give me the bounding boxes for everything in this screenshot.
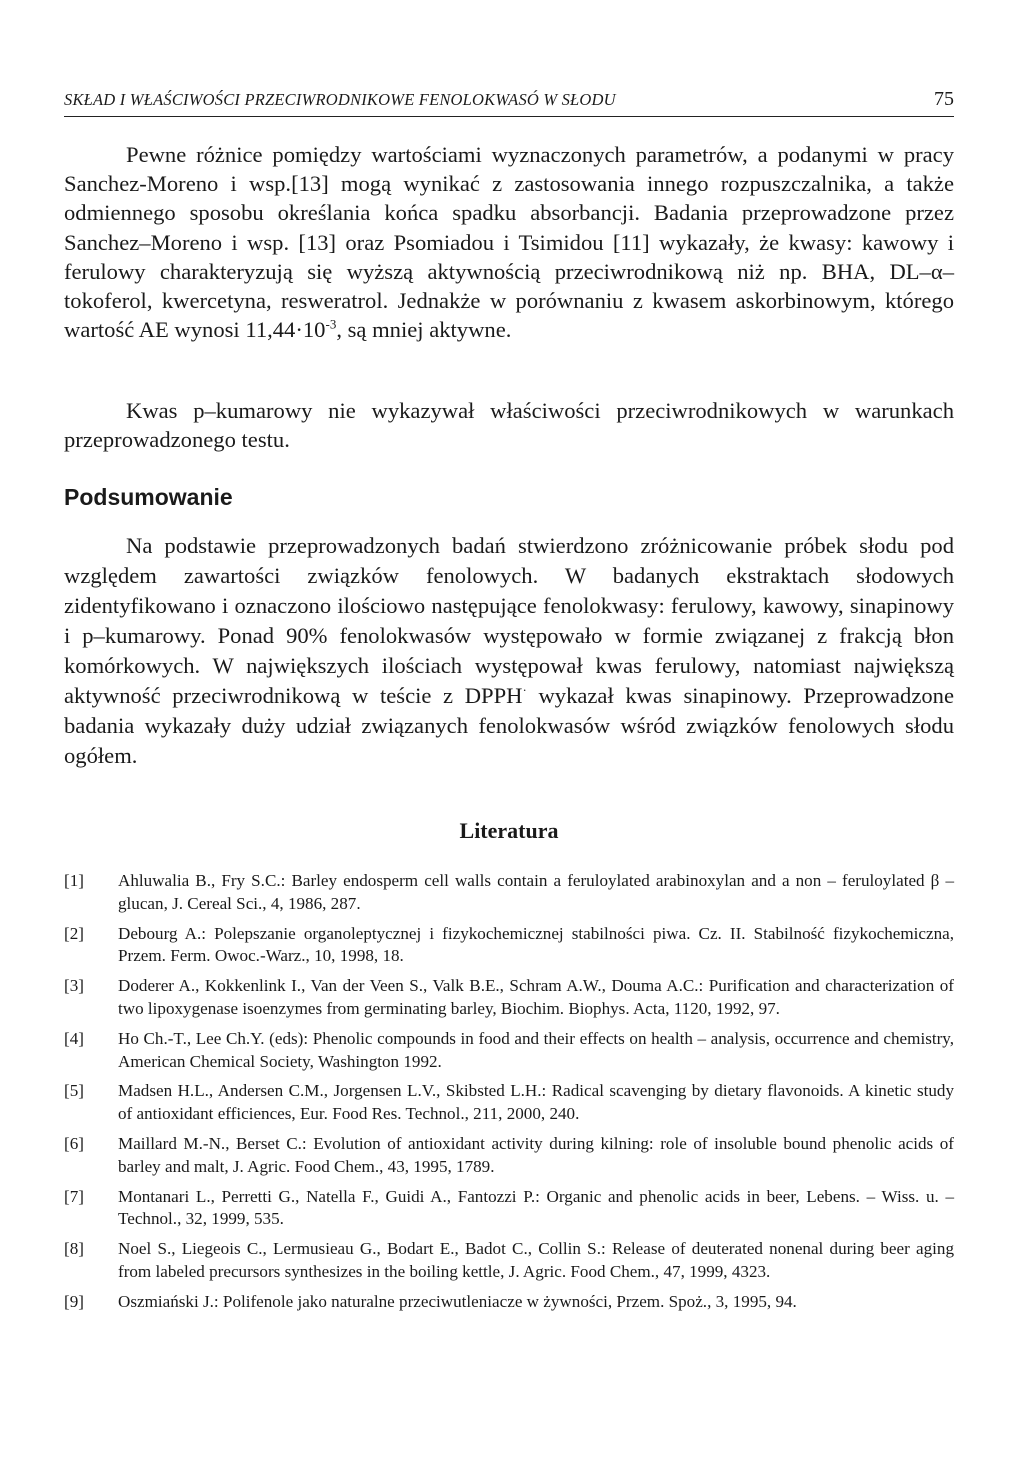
reference-number: [4] (64, 1028, 84, 1048)
reference-item (64, 1186, 954, 1232)
reference-item (64, 870, 954, 916)
reference-number: [5] (64, 1081, 84, 1101)
page-header (64, 88, 954, 117)
reference-text: Ahluwalia B., Fry S.C.: Barley endosperm cell walls contain a feruloylated arabinoxylan and a non – feruloylated β – glucan, J. Cereal Sci., 4, 1986, 287. (118, 871, 954, 913)
reference-list (64, 870, 954, 1321)
reference-text: Ho Ch.-T., Lee Ch.Y. (eds): Phenolic compounds in food and their effects on health – analysis, occurrence and chemistry, American Chemical Society, Washington 1992. (118, 1028, 954, 1071)
reference-text: Debourg A.: Polepszanie organoleptycznej i fizykochemicznej stabilności piwa. Cz. II. Stabilność fizykochemiczna, Przem. Ferm. Owoc.-Warz., 10, 1998, 18. (118, 923, 954, 966)
reference-text: Maillard M.-N., Berset C.: Evolution of antioxidant activity during kilning: role of insoluble bound phenolic acids of barley and malt, J. Agric. Food Chem., 43, 1995, 1789. (118, 1133, 954, 1176)
reference-number: [6] (64, 1133, 84, 1153)
reference-number: [3] (64, 976, 84, 996)
reference-text: Doderer A., Kokkenlink I., Van der Veen S., Valk B.E., Schram A.W., Douma A.C.: Purification and characterization of two lipoxygenase isoenzymes from germinating barley, Biochim. Biophys. Acta, 1120, 1992, 97. (118, 976, 954, 1018)
summary-text: Na podstawie przeprowadzonych badań stwierdzono zróżnicowanie próbek słodu pod względem zawartości związków fenolowych. W badanych ekstraktach słodowych zidentyfikowano i oznaczono ilościowo następujące fenolokwasy: ferulowy, kawowy, sinapinowy i p–kumarowy. Ponad 90% fenolokwasów występowało w formie związanej z frakcją błon komórkowych. W największych ilościach występował kwas ferulowy, natomiast największą aktywność przeciwrodnikową w teście z DPPH (64, 533, 954, 708)
reference-text: Montanari L., Perretti G., Natella F., Guidi A., Fantozzi P.: Organic and phenolic acids in beer, Lebens. – Wiss. u. – Technol., 32, 1999, 535. (118, 1186, 954, 1229)
reference-number: [1] (64, 871, 84, 890)
summary-paragraph (64, 531, 954, 771)
reference-text: Noel S., Liegeois C., Lermusieau G., Bodart E., Badot C., Collin S.: Release of deuterated nonenal during beer aging from labeled precursors synthesizes in the boiling kettle, J. Agric. Food Chem., 47, 1999, 4323. (118, 1239, 954, 1281)
paragraph-1-tail: , są mniej aktywne. (336, 317, 512, 343)
literature-heading: Literatura (459, 818, 559, 843)
reference-number: [7] (64, 1186, 84, 1206)
reference-item (64, 1238, 954, 1284)
reference-item (64, 1291, 954, 1314)
exponent: -3 (325, 316, 337, 332)
reference-number: [8] (64, 1239, 84, 1259)
page-number: 75 (934, 88, 954, 110)
dpph-radical-dot: · (522, 682, 527, 698)
running-head: SKŁAD I WŁAŚCIWOŚCI PRZECIWRODNIKOWE FENOLOKWASÓ W SŁODU (64, 90, 616, 109)
reference-item (64, 1028, 954, 1074)
summary-tail: wykazał kwas sinapinowy. Przeprowadzone badania wykazały duży udział związanych fenolokwasów wśród związków fenolowych słodu ogółem. (64, 683, 954, 768)
reference-number: [2] (64, 923, 84, 943)
paragraph-2: Kwas p–kumarowy nie wykazywał właściwości przeciwrodnikowych w warunkach przeprowadzonego testu. (64, 398, 954, 453)
reference-text: Madsen H.L., Andersen C.M., Jorgensen L.V., Skibsted L.H.: Radical scavenging by dietary flavonoids. A kinetic study of antioxidant efficiences, Eur. Food Res. Technol., 211, 2000, 240. (118, 1081, 954, 1124)
reference-item (64, 923, 954, 969)
paragraph-1-text: Pewne różnice pomiędzy wartościami wyznaczonych parametrów, a podanymi w pracy Sanchez-Moreno i wsp.[13] mogą wynikać z zastosowania innego rozpuszczalnika, a także odmiennego sposobu określania końca spadku absorbancji. Badania przeprowadzone przez Sanchez–Moreno i wsp. [13] oraz Psomiadou i Tsimidou [11] wykazały, że kwasy: kawowy i ferulowy charakteryzują się wyższą aktywnością przeciwrodnikową niż np. BHA, DL–α–tokoferol, kwercetyna, resweratrol. Jednakże w porównaniu z kwasem askorbinowym, którego wartość AE wynosi 11,44·10 (64, 142, 954, 343)
reference-text: Oszmiański J.: Polifenole jako naturalne przeciwutleniacze w żywności, Przem. Spoż., 3, 1995, 94. (118, 1291, 797, 1311)
reference-item (64, 975, 954, 1021)
summary-heading: Podsumowanie (64, 484, 233, 510)
reference-item (64, 1133, 954, 1179)
reference-item (64, 1080, 954, 1126)
paragraph-1 (64, 140, 954, 344)
reference-number: [9] (64, 1291, 84, 1311)
